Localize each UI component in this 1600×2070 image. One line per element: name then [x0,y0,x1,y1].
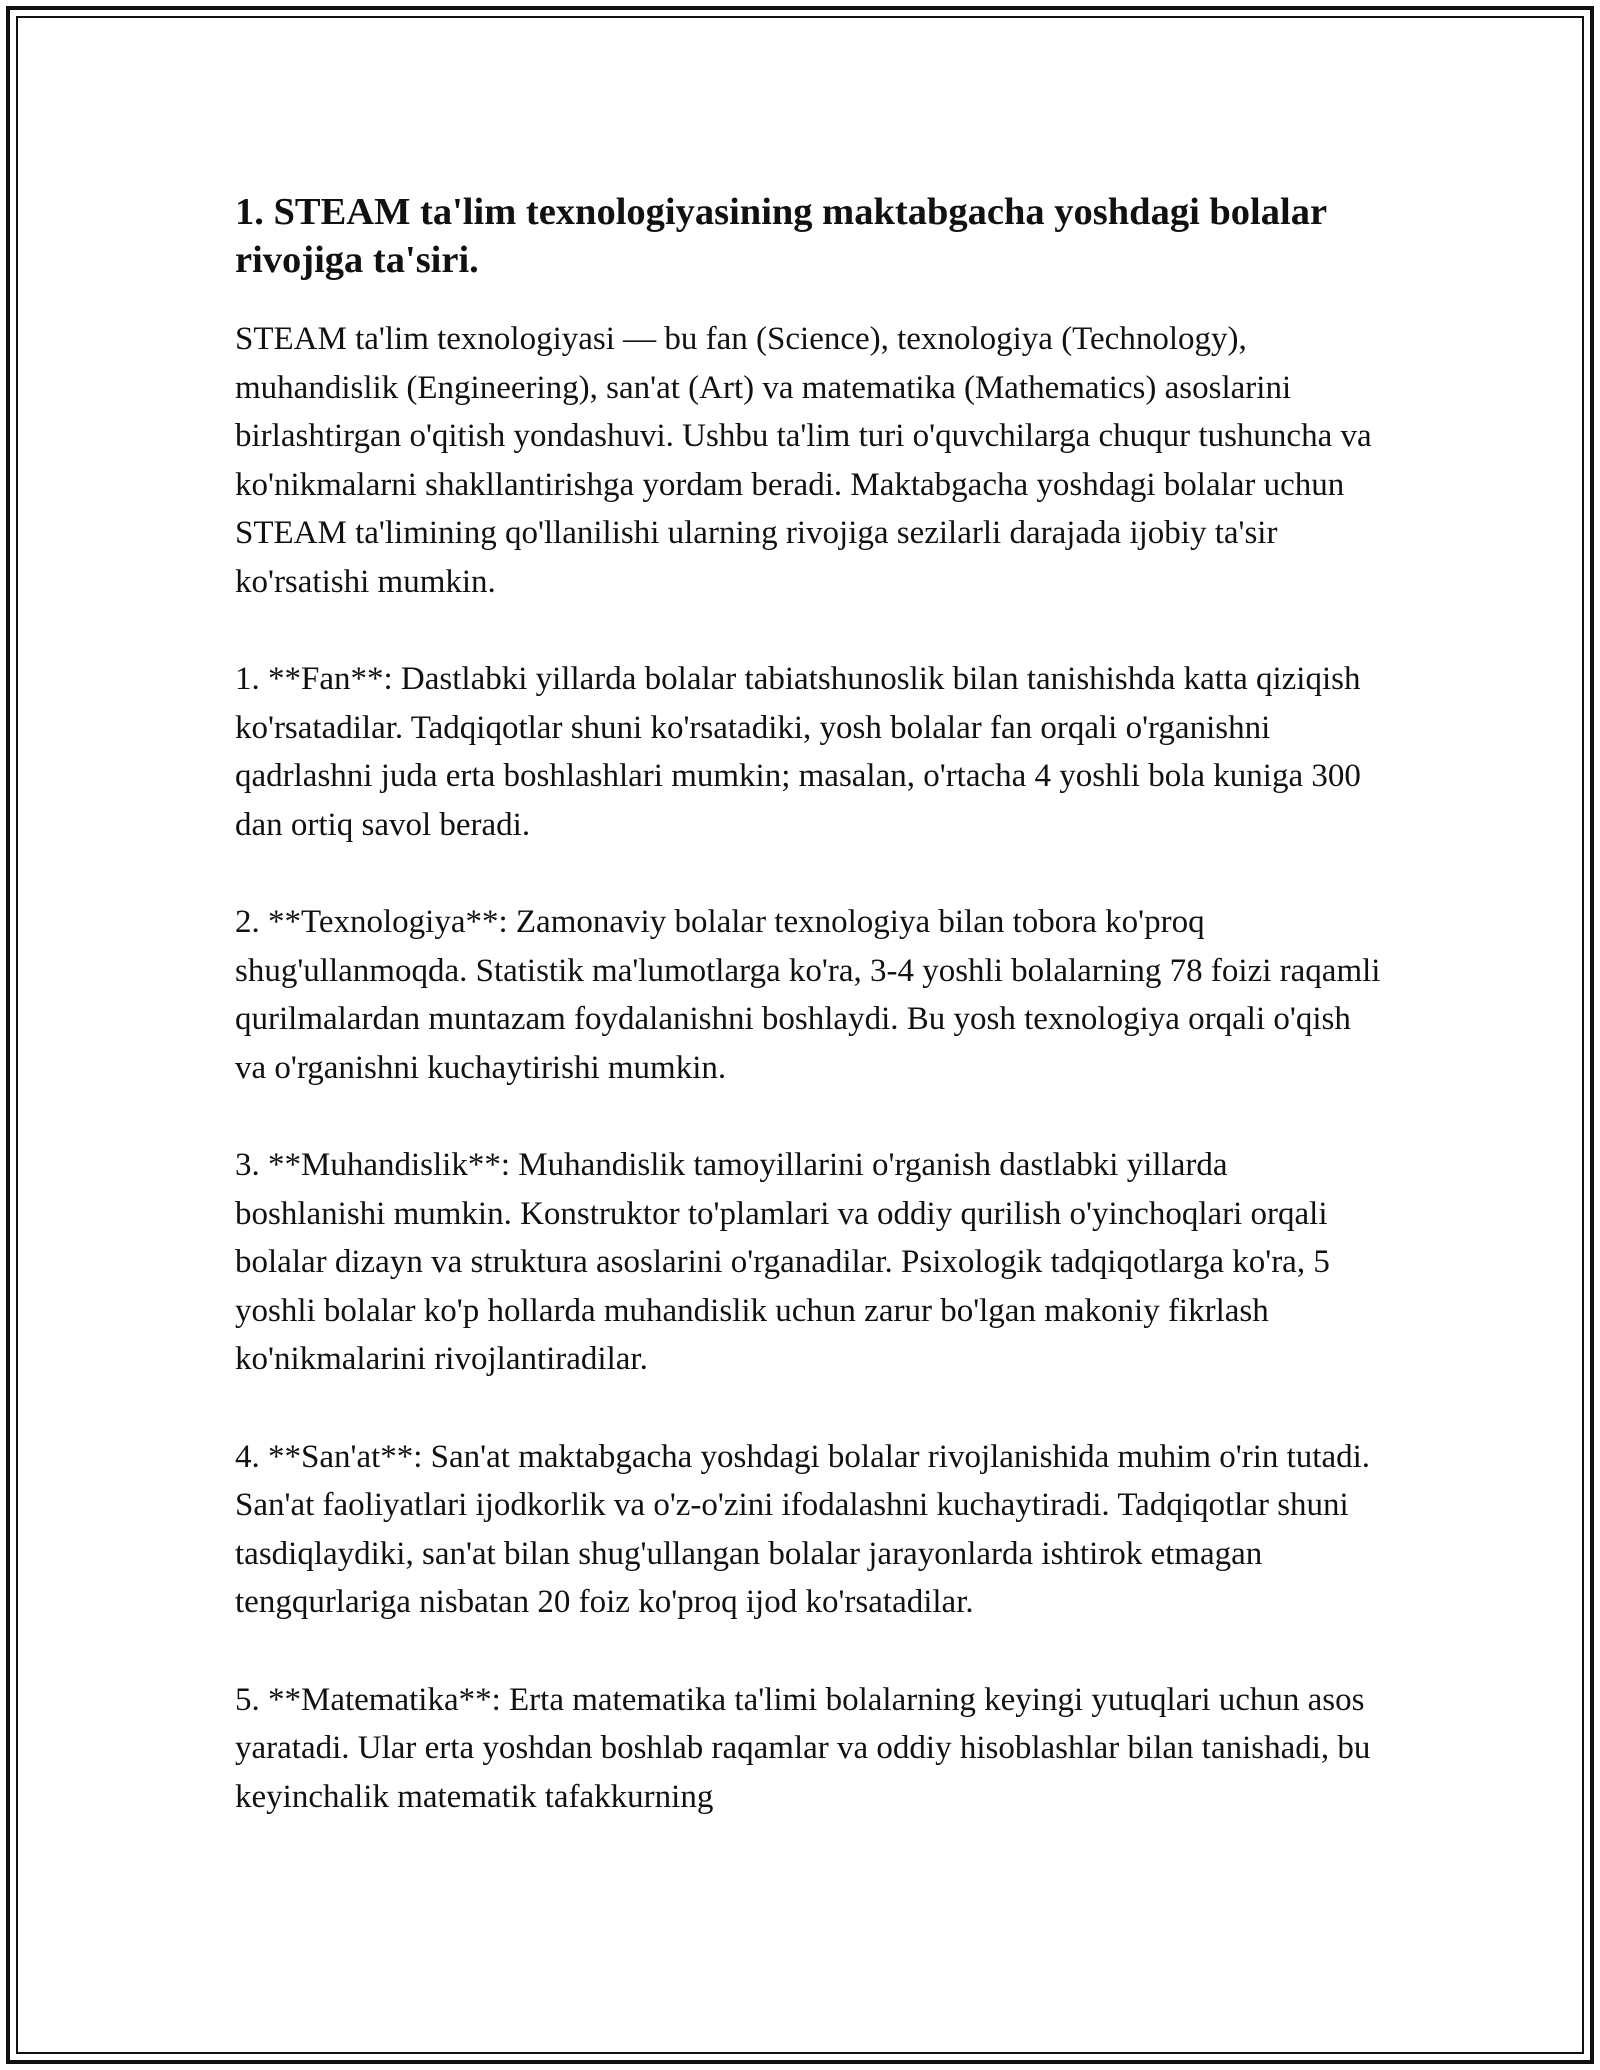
intro-paragraph: STEAM ta'lim texnologiyasi — bu fan (Science), texnologiya (Technology), muhandislik (Engineering), san'at (Art) va matematika (Mathematics) asoslarini birlashtirgan o'qitish yondashuvi. Ushbu ta'lim turi o'quvchilarga chuqur tushuncha va ko'nikmalarni shakllantirishga yordam beradi. Maktabgacha yoshdagi bolalar uchun STEAM ta'limining qo'llanilishi ularning rivojiga sezilarli darajada ijobiy ta'sir ko'rsatishi mumkin. [235,321,1372,600]
document-title: 1. STEAM ta'lim texnologiyasining maktabgacha yoshdagi bolalar rivojiga ta'siri. [235,191,1327,281]
science-paragraph: 1. **Fan**: Dastlabki yillarda bolalar tabiatshunoslik bilan tanishishda katta qiziqish ko'rsatadilar. Tadqiqotlar shuni ko'rsatadiki, yosh bolalar fan orqali o'rganishni qadrlashni juda erta boshlashlari mumkin; masalan, o'rtacha 4 yoshli bola kuniga 300 dan ortiq savol beradi. [235,661,1361,843]
engineering-paragraph: 3. **Muhandislik**: Muhandislik tamoyillarini o'rganish dastlabki yillarda boshlanishi mumkin. Konstruktor to'plamlari va oddiy qurilish o'yinchoqlari orqali bolalar dizayn va struktura asoslarini o'rganadilar. Psixologik tadqiqotlarga ko'ra, 5 yoshli bolalar ko'p hollarda muhandislik uchun zarur bo'lgan makoniy fikrlash ko'nikmalarini rivojlantiradilar. [235,1147,1330,1378]
art-paragraph: 4. **San'at**: San'at maktabgacha yoshdagi bolalar rivojlanishida muhim o'rin tutadi. San'at faoliyatlari ijodkorlik va o'z-o'zini ifodalashni kuchaytiradi. Tadqiqotlar shuni tasdiqlaydiki, san'at bilan shug'ullangan bolalar jarayonlarda ishtirok etmagan tengqurlariga nisbatan 20 foiz ko'proq ijod ko'rsatadilar. [235,1438,1371,1621]
mathematics-paragraph: 5. **Matematika**: Erta matematika ta'limi bolalarning keyingi yutuqlari uchun asos yaratadi. Ular erta yoshdan boshlab raqamlar va oddiy hisoblashlar bilan tanishadi, bu keyinchalik matematik tafakkurning [235,1681,1371,1815]
technology-paragraph: 2. **Texnologiya**: Zamonaviy bolalar texnologiya bilan tobora ko'proq shug'ullanmoqda. Statistik ma'lumotlarga ko'ra, 3-4 yoshli bolalarning 78 foizi raqamli qurilmalardan muntazam foydalanishni boshlaydi. Bu yosh texnologiya orqali o'qish va o'rganishni kuchaytirishi mumkin. [235,904,1381,1086]
document-content [235,188,1385,1821]
